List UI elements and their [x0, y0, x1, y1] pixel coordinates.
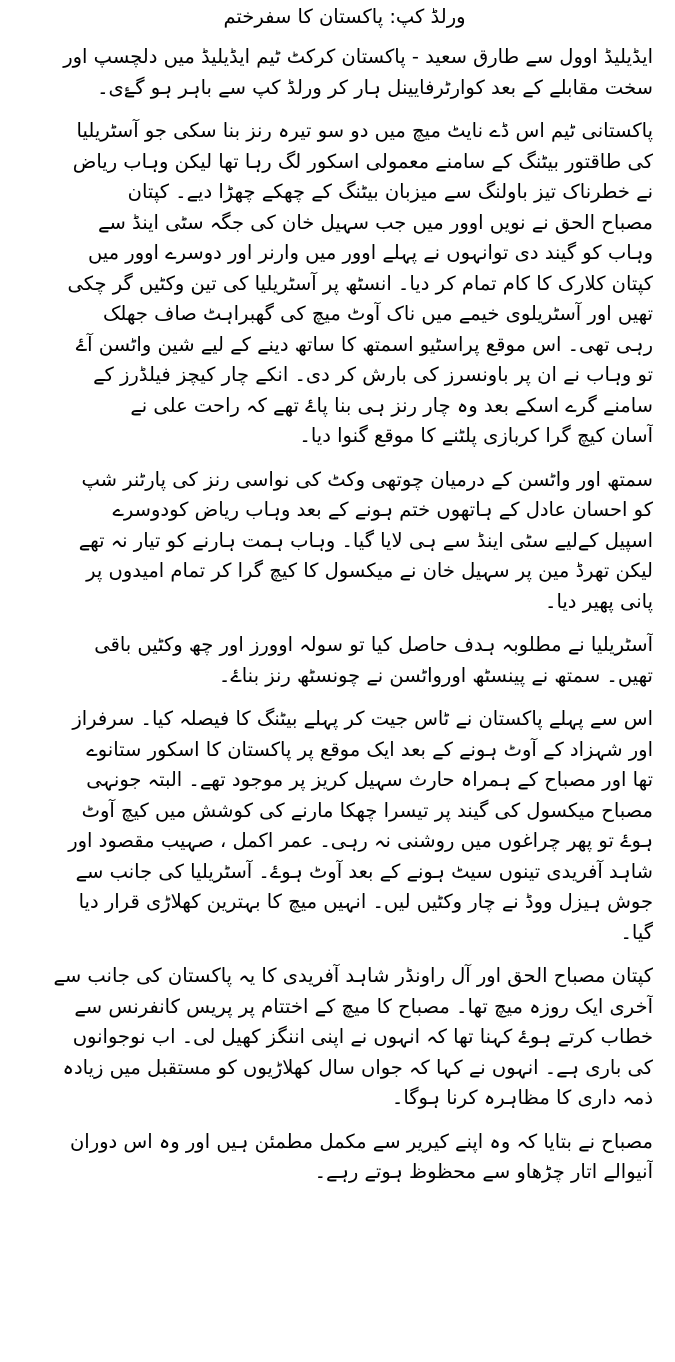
paragraph-line: کی باری ہے۔ انہوں نے کہا کہ جواں سال کھلاڑیوں کو مستقبل میں زیادہ [62, 1055, 653, 1079]
paragraph-line: مصباح نے بتایا کہ وہ اپنے کیریر سے مکمل مطمئن ہیں اور وہ اس دوران [69, 1129, 653, 1153]
paragraph-line: تھیں اور آسٹریلوی خیمے میں ناک آوٹ میچ کی گھبراہٹ صاف جھلک [102, 302, 653, 325]
paragraph-line: آسان کیچ گرا کربازی پلٹنے کا موقع گنوا دیا۔ [299, 424, 653, 447]
article-paragraph [36, 704, 653, 948]
paragraph-line: اس سے پہلے پاکستان نے ٹاس جیت کر پہلے بیٹنگ کا فیصلہ کیا۔ سرفراز [72, 707, 653, 730]
paragraph-line: ایڈیلیڈ اوول سے طارق سعید - پاکستان کرکٹ ٹیم ایڈیلیڈ میں دلچسپ اور [63, 45, 653, 68]
article-paragraph [36, 961, 653, 1114]
paragraph-line: آسٹریلیا نے مطلوبہ ہدف حاصل کیا تو سولہ اوورز اور چھ وکٹیں باقی [94, 633, 653, 656]
paragraph-line: گیا۔ [620, 920, 653, 944]
paragraph-line: تھیں۔ سمتھ نے پینسٹھ اورواٹسن نے چونسٹھ رنز بناۓ۔ [218, 663, 653, 687]
article-paragraph [36, 630, 653, 691]
article-paragraph [36, 465, 653, 618]
paragraph-line: اور شہزاد کے آوٹ ہونے کے بعد ایک موقع پر پاکستان کا اسکور ستانوے [86, 737, 653, 761]
paragraph-line: آخری ایک روزہ میچ تھا۔ مصباح کا میچ کے اختتام پر پریس کانفرنس سے [74, 994, 653, 1018]
paragraph-line: مصباح الحق نے نویں اوور میں جب سہیل خان کی جگہ سٹی اینڈ سے [98, 210, 653, 234]
article-title: ورلڈ کپ: پاکستان کا سفرختم [223, 5, 466, 28]
paragraph-line: کپتان مصباح الحق اور آل راونڈر شاہد آفریدی کا یہ پاکستان کی جانب سے [53, 964, 653, 987]
article-body [36, 42, 653, 1188]
paragraph-line: ہوۓ تو پھر چراغوں میں روشنی نہ رہی۔ عمر اکمل ، صہیب مقصود اور [68, 829, 653, 852]
paragraph-line: پاکستانی ٹیم اس ڈے نایٹ میچ میں دو سو تیرہ رنز بنا سکی جو آسٹریلیا [76, 119, 653, 142]
article-paragraph [36, 42, 653, 103]
paragraph-line: کو احسان عادل کے ہاتھوں ختم ہونے کے بعد وہاب ریاض کودوسرے [112, 498, 653, 521]
paragraph-line: تھا اور مصباح کے ہمراہ حارث سہیل کریز پر موجود تھے۔ البتہ جونہی [86, 768, 653, 791]
paragraph-line: مصباح میکسول کی گیند پر تیسرا چھکا مارنے کی کوشش میں کیچ آوٹ [81, 798, 653, 822]
paragraph-line: سمتھ اور واٹسن کے درمیان چوتھی وکٹ کی نواسی رنز کی پارٹنر شپ [81, 467, 653, 491]
article-paragraph [36, 1127, 653, 1188]
paragraph-line: ذمہ داری کا مظاہرہ کرنا ہوگا۔ [391, 1086, 653, 1109]
paragraph-line: خطاب کرتے ہوۓ کہنا تھا کہ انہوں نے اپنی اننگز کھیل لی۔ اب نوجوانوں [72, 1025, 653, 1048]
paragraph-line: آنیوالے اتار چڑھاو سے محظوظ ہوتے رہے۔ [314, 1160, 653, 1183]
paragraph-line: کی طاقتور بیٹنگ کے سامنے معمولی اسکور لگ رہا تھا لیکن وہاب ریاض [72, 149, 653, 173]
paragraph-line: پانی پھیر دیا۔ [545, 589, 653, 613]
paragraph-line: سامنے گرے اسکے بعد وہ چار رنز ہی بنا پاۓ تھے کہ راحت علی نے [130, 393, 653, 417]
paragraph-line: شاہد آفریدی تینوں سیٹ ہونے کے بعد آوٹ ہوۓ۔ آسٹریلیا کی جانب سے [75, 859, 653, 883]
paragraph-line: وہاب کو گیند دی توانہوں نے پہلے اوور میں وارنر اور دوسرے اوور میں [87, 241, 653, 264]
paragraph-line: سخت مقابلے کے بعد کوارٹرفایینل ہار کر ورلڈ کپ سے باہر ہو گۓی۔ [97, 75, 653, 99]
paragraph-line: جوش ہیزل ووڈ نے چار وکٹیں لیں۔ انہیں میچ کا بہترین کھلاڑی قرار دیا [78, 890, 653, 913]
paragraph-line: تو وہاب نے ان پر باونسرز کی بارش کر دی۔ انکے چار کیچز فیلڈرز کے [93, 363, 653, 386]
paragraph-line: کپتان کلارک کا کام تمام کر دیا۔ انسٹھ پر آسٹریلیا کی تین وکٹیں گر چکی [67, 271, 653, 295]
paragraph-line: اسپیل کےلیے سٹی اینڈ سے ہی لایا گیا۔ وہاب ہمت ہارنے کو تیار نہ تھے [78, 528, 653, 552]
article-paragraph [36, 116, 653, 452]
paragraph-line: لیکن تھرڈ مین پر سہیل خان نے میکسول کا کیچ گرا کر تمام امیدوں پر [86, 559, 653, 582]
paragraph-line: رہی تھی۔ اس موقع پراسٹیو اسمتھ کا ساتھ دینے کے لیے شین واٹسن آۓ [75, 332, 653, 356]
paragraph-line: نے خطرناک تیز باولنگ سے میزبان بیٹنگ کے چھکے چھڑا دیے۔ کپتان [127, 180, 653, 203]
